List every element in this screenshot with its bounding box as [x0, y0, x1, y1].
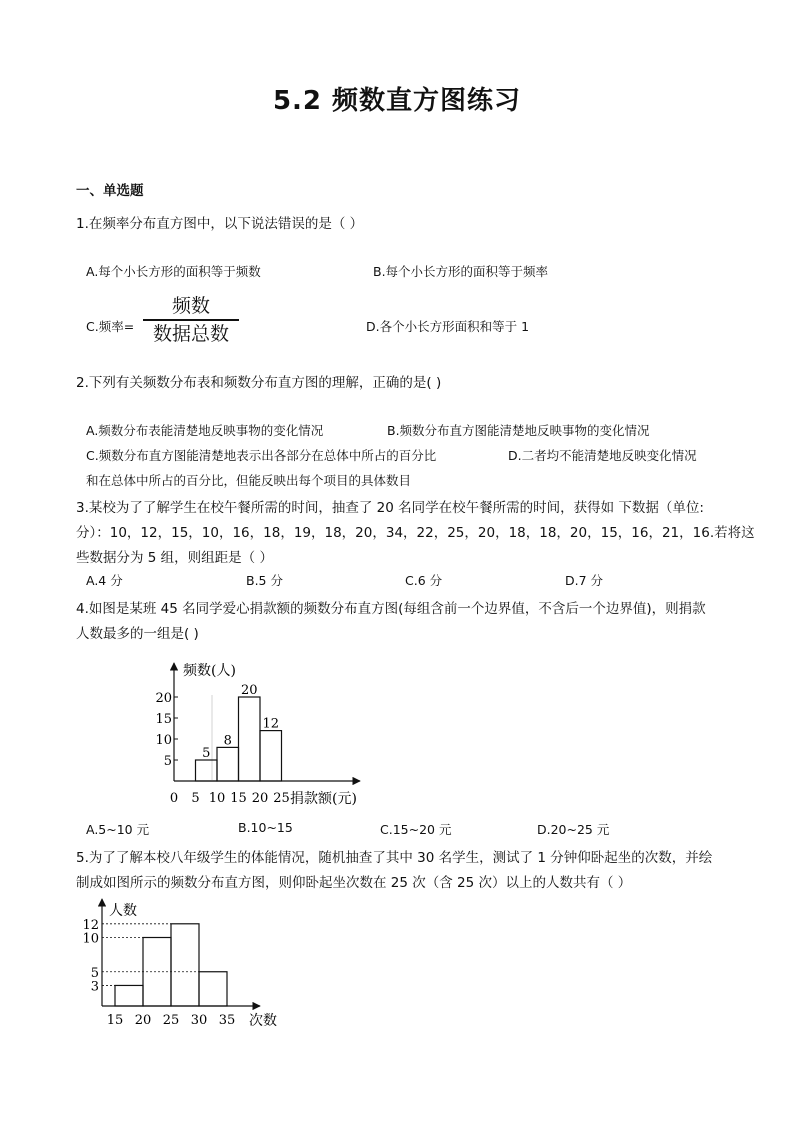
q3-option-d[interactable]: D.7 分 [565, 573, 604, 588]
y-tick-label: 5 [90, 965, 99, 981]
y-tick-label: 3 [90, 979, 99, 995]
x-tick-label: 35 [218, 1013, 236, 1028]
histogram-bar [260, 731, 282, 781]
histogram-bar [217, 747, 239, 781]
histogram-bar [115, 985, 143, 1006]
q4-option-c[interactable]: C.15~20 元 [380, 822, 452, 837]
q1-option-c-prefix[interactable]: C.频率= [86, 319, 135, 334]
x-axis-label: 次数 [249, 1013, 277, 1029]
q2-option-a[interactable]: A.频数分布表能清楚地反映事物的变化情况 [86, 423, 324, 438]
q3-option-b[interactable]: B.5 分 [246, 573, 283, 588]
bar-value-label: 5 [202, 746, 211, 761]
x-tick-label: 25 [273, 791, 290, 806]
x-tick-label: 0 [169, 791, 179, 806]
histogram-bar [239, 697, 261, 781]
q3-option-c[interactable]: C.6 分 [405, 573, 443, 588]
q1-option-a[interactable]: A.每个小长方形的面积等于频数 [86, 264, 261, 279]
q1-option-c-fraction [143, 294, 239, 346]
x-tick-label: 30 [190, 1013, 208, 1028]
q2-option-c[interactable]: C.频数分布直方图能清楚地表示出各部分在总体中所占的百分比 [86, 448, 437, 463]
x-tick-label: 20 [134, 1013, 152, 1028]
y-tick-label: 20 [155, 691, 172, 706]
x-tick-label: 25 [162, 1013, 180, 1028]
q3-stem-line3: 些数据分为 5 组，则组距是（ ） [76, 550, 273, 566]
q3-option-a[interactable]: A.4 分 [86, 573, 123, 588]
histogram-bar [199, 972, 227, 1006]
q1-option-d[interactable]: D.各个小长方形面积和等于 1 [366, 319, 530, 334]
q2-option-b[interactable]: B.频数分布直方图能清楚地反映事物的变化情况 [387, 423, 650, 438]
x-tick-label: 15 [230, 791, 247, 806]
q4-option-d[interactable]: D.20~25 元 [537, 822, 610, 837]
y-tick-label: 12 [82, 917, 99, 933]
page-title: 5.2 频数直方图练习 [272, 86, 522, 116]
q1-stem: 1.在频率分布直方图中，以下说法错误的是（ ） [76, 216, 364, 232]
q1-option-b[interactable]: B.每个小长方形的面积等于频率 [373, 264, 549, 279]
y-tick-label: 10 [155, 733, 172, 748]
y-tick-label: 15 [155, 712, 172, 727]
histogram-bar [196, 760, 218, 781]
q4-option-a[interactable]: A.5~10 元 [86, 822, 150, 837]
q3-stem-line2: 分）：10，12，15，10，16，18，19，18，20，34，22，25，20，18，18，20，15，16，21，16.若将这 [76, 525, 755, 541]
q5-stem-line2: 制成如图所示的频数分布直方图，则仰卧起坐次数在 25 次（含 25 次）以上的人数共有（ ） [76, 875, 632, 891]
x-tick-label: 10 [208, 791, 226, 806]
y-tick-label: 5 [163, 754, 172, 769]
y-tick-label: 10 [82, 931, 99, 947]
bar-value-label: 20 [240, 683, 258, 698]
y-axis-label: 人数 [109, 903, 137, 919]
bar-value-label: 8 [223, 733, 232, 749]
x-tick-label: 5 [191, 791, 200, 806]
q2-option-d[interactable]: D.二者均不能清楚地反映变化情况 [508, 448, 697, 463]
section-heading: 一、单选题 [76, 183, 144, 199]
fraction-numerator: 频数 [171, 295, 210, 317]
q4-option-b[interactable]: B.10~15 [238, 820, 293, 835]
bar-value-label: 12 [262, 716, 280, 732]
q5-stem-line1: 5.为了了解本校八年级学生的体能情况，随机抽查了其中 30 名学生，测试了 1 分钟仰卧起坐的次数，并绘 [76, 850, 713, 866]
x-axis-label: 捐款额(元) [290, 791, 357, 807]
donation-histogram [150, 655, 380, 815]
histogram-bar [171, 924, 199, 1006]
x-tick-label: 15 [106, 1013, 124, 1028]
q2-option-c-continued: 和在总体中所占的百分比，但能反映出每个项目的具体数目 [86, 473, 412, 488]
q4-stem-line1: 4.如图是某班 45 名同学爱心捐款额的频数分布直方图(每组含前一个边界值，不含后一个边界值)，则捐款 [76, 601, 706, 617]
y-axis-label: 频数(人) [183, 663, 236, 679]
q4-stem-line2: 人数最多的一组是( ) [76, 626, 199, 642]
x-tick-label: 20 [251, 791, 269, 806]
situp-histogram [75, 895, 295, 1030]
fraction-bar [143, 319, 239, 321]
q3-stem-line1: 3.某校为了了解学生在校午餐所需的时间，抽查了 20 名同学在校午餐所需的时间，获得如 下数据（单位: [76, 500, 704, 516]
fraction-denominator: 数据总数 [152, 322, 229, 345]
q2-stem: 2.下列有关频数分布表和频数分布直方图的理解，正确的是( ) [76, 375, 442, 391]
